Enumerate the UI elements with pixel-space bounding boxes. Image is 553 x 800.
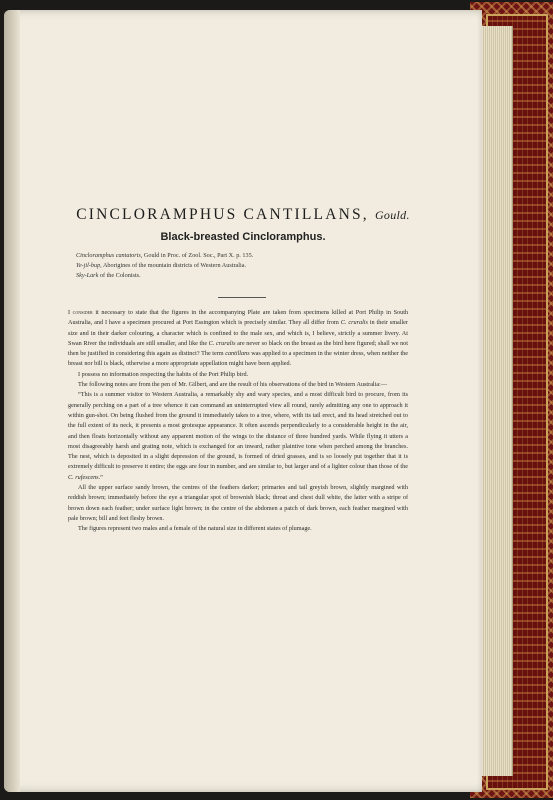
- paragraph: I consider it necessary to state that the figures in the accompanying Plate are taken from specimens killed at Port Philip in South Australia, and I have a specimen procured at Port Essington which is precisely similar. They all differ from C. cruralis in their smaller size and in their darker colouring, a character which is confined to the male sex, and which is, I believe, strictly a summer livery. At Swan River the individuals are still smaller, and like the C. cruralis are never so black on the breast as the bird here figured; shall we not then be justified in considering this again as distinct? The term cantillans was applied to a specimen in the winter dress, when neither the breast nor bill is black, otherwise a more appropriate appellation might have been applied.: [68, 309, 409, 368]
- species-author: Gould.: [374, 208, 410, 222]
- page-gutter: [4, 10, 20, 792]
- synonym-item: Cincloramphus cantatoris, Gould in Proc. of Zool. Soc., Part X. p. 135.: [76, 252, 254, 259]
- paragraph: The following notes are from the pen of Mr. Gilbert, and are the result of his observations of the bird in Western Australia:—: [78, 381, 388, 389]
- synonym-item: Ye-jil-bup, Aborigines of the mountain districts of Western Australia.: [76, 262, 246, 269]
- common-name: Black-breasted Cincloramphus.: [160, 231, 326, 243]
- page-title: [4, 206, 482, 224]
- synonym-list: [76, 251, 416, 281]
- paragraph: “This is a summer visitor to Western Australia, a remarkably shy and wary species, and a most difficult bird to procure, from its generally perching on a part of a tree whence it can command an uninterrupted view all round, rarely admitting any one to approach it within gun-shot. On being flushed from the ground it immediately takes to a tree, where, with its tail erect, and its head stretched out to the full extent of its neck, it presents a most grotesque appearance. It often ascends perpendicularly to a considerable height in the air, and then floats horizontally without any apparent motion of the wings to the distance of three hundred yards. While flying it utters a most disagreeably harsh and grating note, which is exchanged for an inward, rather plaintive tone when perched among the branches. The nest, which is deposited in a slight depression of the ground, is formed of dried grasses, and is so loosely put together that it is extremely difficult to preserve it entire; the eggs are four in number, and are similar to, but larger and of a lighter colour than those of the C. rufescens.”: [68, 391, 408, 481]
- section-divider: [218, 297, 266, 298]
- paragraph: I possess no information respecting the habits of the Port Philip bird.: [78, 370, 249, 378]
- description-body: [68, 308, 408, 535]
- book-page: [4, 10, 482, 792]
- paragraph: The figures represent two males and a female of the natural size in different states of plumage.: [78, 525, 312, 533]
- paragraph: All the upper surface sandy brown, the centres of the feathers darker; primaries and tail greyish brown, slightly margined with reddish brown; immediately before the eye a triangular spot of brownish black; throat and chest dull white, the latter with a stripe of brown down each feather; under surface light brown; in the centre of the abdomen a patch of dark brown, each feather margined with pale brown; bill and feet fleshy brown.: [68, 484, 408, 522]
- synonym-item: Sky-Lark of the Colonists.: [76, 272, 141, 279]
- page-edges: [478, 26, 513, 776]
- species-name: CINCLORAMPHUS CANTILLANS,: [76, 206, 369, 223]
